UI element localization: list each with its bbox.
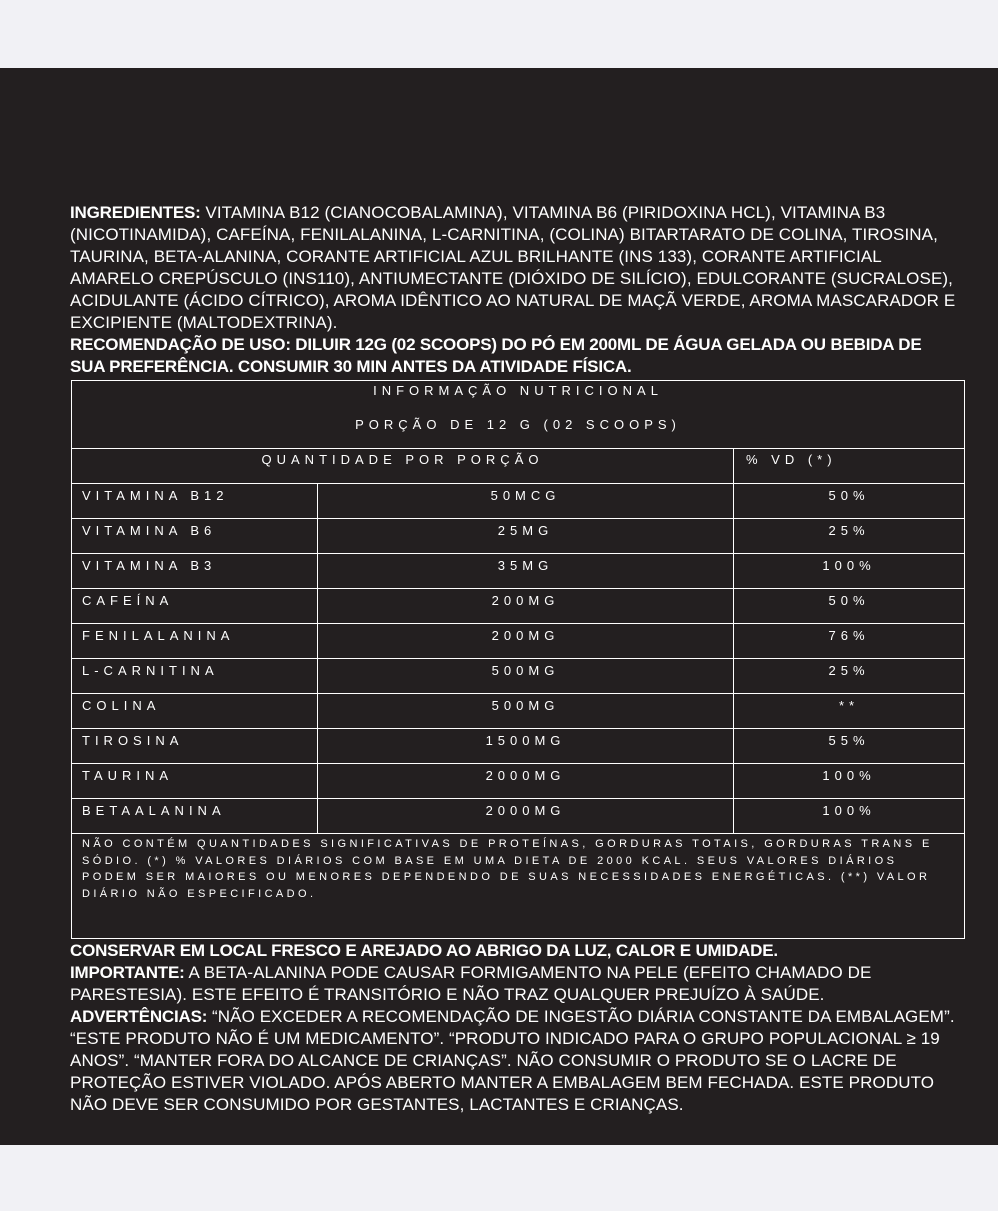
nutrient-name: TAURINA [72,764,318,798]
ingredients-text: VITAMINA B12 (CIANOCOBALAMINA), VITAMINA B6 (PIRIDOXINA HCL), VITAMINA B3 (NICOTINAMIDA), CAFEÍNA, FENILALANINA, L-CARNITINA, (COLINA) BITARTARATO DE COLINA, TIROSINA, TAURINA, BETA-ALANINA, CORANTE ARTIFICIAL AZUL BRILHANTE (INS 133), CORANTE ARTIFICIAL AMARELO CREPÚSCULO (INS110), ANTIUMECTANTE (DIÓXIDO DE SILÍCIO), EDULCORANTE (SUCRALOSE), ACIDULANTE (ÁCIDO CÍTRICO), AROMA IDÊNTICO AO NATURAL DE MAÇÃ VERDE, AROMA MASCARADOR E EXCIPIENTE (MALTODEXTRINA). [70,203,956,332]
serving-size: PORÇÃO DE 12 G (02 SCOOPS) [355,417,681,432]
nutrient-amount: 35MG [318,554,734,588]
nutrient-amount: 2000MG [318,799,734,833]
nutrition-row [72,659,964,694]
nutrient-name: COLINA [72,694,318,728]
nutrition-row [72,694,964,729]
important-paragraph [70,962,960,1006]
nutrient-dv: 100% [822,803,876,818]
warnings-text: “NÃO EXCEDER A RECOMENDAÇÃO DE INGESTÃO DIÁRIA CONSTANTE DA EMBALAGEM”. “ESTE PRODUTO NÃO É UM MEDICAMENTO”. “PRODUTO INDICADO PARA O GRUPO POPULACIONAL ≥ 19 ANOS”. “MANTER FORA DO ALCANCE DE CRIANÇAS”. NÃO CONSUMIR O PRODUTO SE O LACRE DE PROTEÇÃO ESTIVER VIOLADO. APÓS ABERTO MANTER A EMBALAGEM BEM FECHADA. ESTE PRODUTO NÃO DEVE SER CONSUMIDO POR GESTANTES, LACTANTES E CRIANÇAS. [70,1007,955,1114]
important-text: A BETA-ALANINA PODE CAUSAR FORMIGAMENTO NA PELE (EFEITO CHAMADO DE PARESTESIA). ESTE EFEITO É TRANSITÓRIO E NÃO TRAZ QUALQUER PREJUÍZO À SAÚDE. [70,963,872,1004]
nutrient-dv: ** [838,698,860,713]
nutrient-dv: 100% [822,558,876,573]
storage-instructions: CONSERVAR EM LOCAL FRESCO E AREJADO AO ABRIGO DA LUZ, CALOR E UMIDADE. [70,941,778,960]
warnings-paragraph [70,1006,960,1116]
nutrient-amount: 1500MG [318,729,734,763]
nutrient-amount: 50MCG [318,484,734,518]
nutrient-name: CAFEÍNA [72,589,318,623]
important-label: IMPORTANTE: [70,963,185,982]
nutrient-name: VITAMINA B12 [72,484,318,518]
nutrition-footnote: NÃO CONTÉM QUANTIDADES SIGNIFICATIVAS DE PROTEÍNAS, GORDURAS TOTAIS, GORDURAS TRANS E SÓDIO. (*) % VALORES DIÁRIOS COM BASE EM UMA DIETA DE 2000 KCAL. SEUS VALORES DIÁRIOS PODEM SER MAIORES OU MENORES DEPENDENDO DE SUAS NECESSIDADES ENERGÉTICAS. (**) VALOR DIÁRIO NÃO ESPECIFICADO. [82,838,940,900]
nutrient-name: TIROSINA [72,729,318,763]
nutrition-row [72,554,964,589]
nutrient-dv: 55% [828,733,870,748]
nutrition-header [72,381,964,449]
nutrient-name: L-CARNITINA [72,659,318,693]
nutrient-dv: 76% [828,628,870,643]
ingredients-label: INGREDIENTES: [70,203,201,222]
nutrition-row [72,519,964,554]
nutrient-dv: 50% [828,488,870,503]
warnings-label: ADVERTÊNCIAS: [70,1007,208,1026]
nutrition-rows [72,484,964,834]
nutrition-column-headers [72,449,964,484]
product-label-panel [0,68,998,1145]
nutrient-name: BETAALANINA [72,799,318,833]
nutrient-amount: 500MG [318,694,734,728]
nutrient-dv: 50% [828,593,870,608]
nutrition-row [72,624,964,659]
column-header-amount: QUANTIDADE POR PORÇÃO [72,449,734,483]
label-content [70,202,960,1116]
nutrition-row [72,799,964,834]
nutrition-row [72,729,964,764]
nutrient-dv: 25% [828,663,870,678]
usage-recommendation: RECOMENDAÇÃO DE USO: DILUIR 12G (02 SCOOPS) DO PÓ EM 200ML DE ÁGUA GELADA OU BEBIDA DE SUA PREFERÊNCIA. CONSUMIR 30 MIN ANTES DA ATIVIDADE FÍSICA. [70,335,922,376]
nutrient-name: VITAMINA B3 [72,554,318,588]
nutrient-dv: 25% [828,523,870,538]
nutrient-amount: 200MG [318,589,734,623]
nutrition-title: INFORMAÇÃO NUTRICIONAL [373,383,663,398]
nutrient-name: VITAMINA B6 [72,519,318,553]
nutrient-amount: 25MG [318,519,734,553]
nutrition-row [72,764,964,799]
nutrient-name: FENILALANINA [72,624,318,658]
ingredients-paragraph [70,202,960,334]
nutrition-row [72,589,964,624]
nutrient-amount: 500MG [318,659,734,693]
nutrient-dv: 100% [822,768,876,783]
nutrient-amount: 2000MG [318,764,734,798]
nutrition-facts-table [71,380,965,939]
nutrition-row [72,484,964,519]
column-header-dv: % VD (*) [746,452,837,467]
nutrient-amount: 200MG [318,624,734,658]
